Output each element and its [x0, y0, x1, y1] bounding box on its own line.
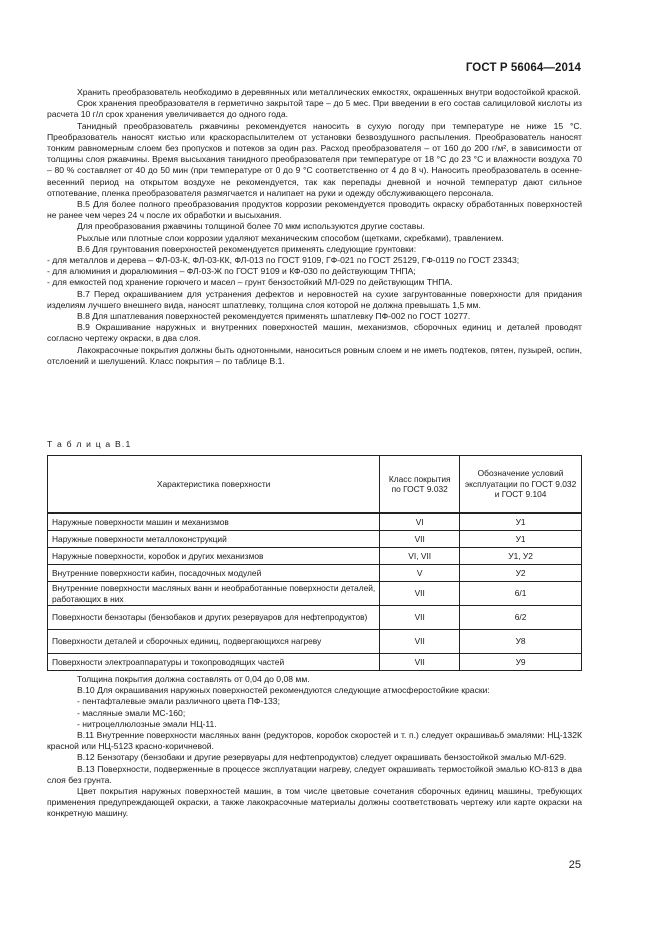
- list-item: - для алюминия и дюралюминия – ФЛ-03-Ж по ГОСТ 9109 и КФ-030 по действующим ТНПА;: [47, 266, 416, 277]
- paragraph: В.11 Внутренние поверхности масляных ванн (редукторов, коробок скоростей и т. п.) следует окрашиваьб эмалями: НЦ-132К красной или НЦ-5123 красно-коричневой.: [47, 730, 582, 752]
- list-item: - масляные эмали МС-160;: [77, 707, 186, 718]
- list-item: - пентафталевые эмали различного цвета ПФ-133;: [77, 696, 280, 707]
- page-number: 25: [568, 859, 581, 871]
- table-row: [48, 606, 582, 630]
- table-cell-conditions: 6/2: [460, 606, 582, 630]
- paragraph: В.7 Перед окрашиванием для устранения дефектов и неровностей на сухие загрунтованные поверхности для придания изделиям лучшего внешнего вида, наносят шпатлевку, толщина слоя которой не должна превышать 1,5 мм.: [47, 288, 582, 310]
- doc-header-code: ГОСТ Р 56064—2014: [465, 62, 581, 74]
- table-row: [48, 630, 582, 654]
- table-header-class: Класс покрытия по ГОСТ 9.032: [380, 456, 460, 514]
- table-cell-conditions: У9: [460, 654, 582, 671]
- table-cell-surface: Наружные поверхности металлоконструкций: [48, 531, 380, 548]
- table-row: [48, 582, 582, 606]
- paragraph: Срок хранения преобразователя в герметично закрытой таре – до 5 мес. При введении в его состав салициловой кислоты из расчета 10 г/л срок хранения увеличивается до одного года.: [47, 98, 582, 120]
- paragraph: В.6 Для грунтования поверхностей рекомендуется применять следующие грунтовки:: [77, 243, 417, 254]
- table-row: [48, 531, 582, 548]
- paragraph: В.10 Для окрашивания наружных поверхностей рекомендуются следующие атмосферостойкие краски:: [77, 685, 490, 696]
- paragraph: Лакокрасочные покрытия должны быть однотонными, наноситься ровным слоем и не иметь подтеков, пятен, пузырей, оспин, отслоений и шелушений. Класс покрытия – по таблице В.1.: [47, 344, 582, 366]
- paragraph: В.8 Для шпатлевания поверхностей рекомендуется применять шпатлевку ПФ-002 по ГОСТ 10277.: [77, 311, 471, 322]
- paragraph: В.12 Бензотару (бензобаки и другие резервуары для нефтепродуктов) следует окрашивать бензостойкой эмалью МЛ-629.: [77, 752, 567, 763]
- paragraph: В.13 Поверхности, подверженные в процессе эксплуатации нагреву, следует окрашивать термостойкой эмалью КО-813 в два слоя без грунта.: [47, 763, 582, 785]
- table-cell-surface: Поверхности бензотары (бензобаков и других резервуаров для нефтепродуктов): [48, 606, 380, 630]
- paragraph: Танидный преобразователь ржавчины рекомендуется наносить в сухую погоду при температуре не ниже 15 °С. Преобразователь наносят кистью или краскораспылителем от установки безвоздушного распыления. Преобразователь наносят тонким равномерным слоем без пропусков и потеков за один раз. Расход преобразователя – от 160 до 200 г/м², в зависимости от толщины слоя ржавчины. Время высыхания танидного преобразователя при температуре от 18 °С до 23 °С и влажности воздуха 70 – 80 % составляет от 40 до 50 мин (при температуре от 0 до 9 °С соответственно от 4 до 8 ч). Наносить преобразователь в осенне-весенний период на открытом воздухе не рекомендуется, так как перепады дневной и ночной температур дают сильное отпотевание, пленка преобразователя размягчается и налипает на руки и одежду обслуживающего персонала.: [47, 120, 582, 198]
- paragraph: Рыхлые или плотные слои коррозии удаляют механическим способом (щетками, скребками), травлением.: [77, 232, 504, 243]
- table-header-conditions: Обозначение условий эксплуатации по ГОСТ 9.032 и ГОСТ 9.104: [460, 456, 582, 514]
- coating-class-table: [47, 455, 582, 671]
- table-row: [48, 513, 582, 531]
- paragraph: В.9 Окрашивание наружных и внутренних поверхностей машин, механизмов, сборочных единиц и деталей проводят согласно чертежу окраски, в два слоя.: [47, 322, 582, 344]
- table-cell-surface: Наружные поверхности, коробок и других механизмов: [48, 548, 380, 565]
- table-title: Т а б л и ц а В.1: [47, 439, 132, 449]
- table-cell-surface: Наружные поверхности машин и механизмов: [48, 513, 380, 531]
- table-cell-surface: Поверхности деталей и сборочных единиц, подвергающихся нагреву: [48, 630, 380, 654]
- table-cell-surface: Поверхности электроаппаратуры и токопроводящих частей: [48, 654, 380, 671]
- table-cell-conditions: 6/1: [460, 582, 582, 606]
- table-header-surface: Характеристика поверхности: [48, 456, 380, 514]
- body-text-bottom: [47, 674, 582, 820]
- table-cell-class: VII: [380, 531, 460, 548]
- paragraph: Цвет покрытия наружных поверхностей машин, в том числе цветовые сочетания сборочных единиц машины, требующих применения предупреждающей окраски, а также лакокрасочные материалы должны соответствовать чертежу или карте окраски на конкретную машину.: [47, 786, 582, 819]
- table-row: [48, 565, 582, 582]
- table-cell-class: VI, VII: [380, 548, 460, 565]
- table-cell-conditions: У1: [460, 531, 582, 548]
- table-cell-surface: Внутренние поверхности масляных ванн и необработанные поверхности деталей, работающих в них: [48, 582, 380, 606]
- list-item: - для металлов и дерева – ФЛ-03-К, ФЛ-03-КК, ФЛ-013 по ГОСТ 9109, ГФ-021 по ГОСТ 25129, ГФ-0119 по ГОСТ 23343;: [47, 255, 520, 266]
- table-cell-conditions: У8: [460, 630, 582, 654]
- table-cell-surface: Внутренние поверхности кабин, посадочных модулей: [48, 565, 380, 582]
- table-cell-conditions: У1: [460, 513, 582, 531]
- table-cell-conditions: У2: [460, 565, 582, 582]
- paragraph: Для преобразования ржавчины толщиной более 70 мкм используются другие составы.: [77, 221, 425, 232]
- paragraph: Толщина покрытия должна составлять от 0,04 до 0,08 мм.: [77, 674, 310, 684]
- table-cell-class: VII: [380, 606, 460, 630]
- table-cell-class: VII: [380, 654, 460, 671]
- paragraph: Хранить преобразователь необходимо в деревянных или металлических емкостях, окрашенных внутри водостойкой краской.: [77, 87, 581, 97]
- paragraph: В.5 Для более полного преобразования продуктов коррозии рекомендуется проводить окраску обработанных поверхностей не ранее чем через 24 ч после их обработки и высыхания.: [47, 199, 582, 221]
- table-row: [48, 654, 582, 671]
- list-item: - нитроцеллюлозные эмали НЦ-11.: [77, 718, 217, 729]
- table-cell-class: V: [380, 565, 460, 582]
- table-cell-class: VII: [380, 582, 460, 606]
- table-row: [48, 548, 582, 565]
- body-text-top: [47, 87, 582, 367]
- table-cell-class: VII: [380, 630, 460, 654]
- list-item: - для емкостей под хранение горючего и масел – грунт бензостойкий МЛ-029 по действующим ТНПА.: [47, 277, 453, 288]
- table-cell-conditions: У1, У2: [460, 548, 582, 565]
- table-cell-class: VI: [380, 513, 460, 531]
